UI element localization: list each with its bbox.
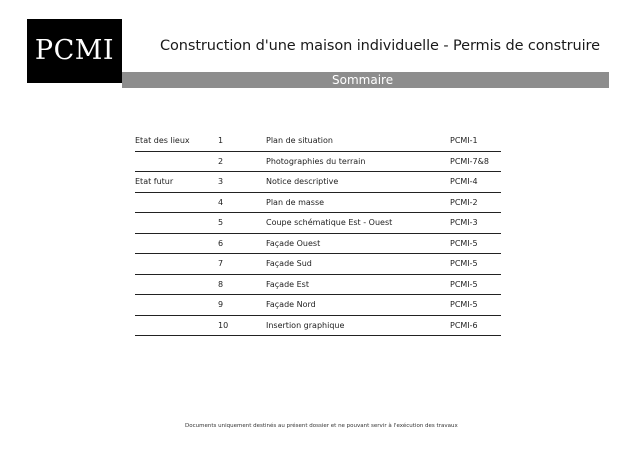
title-cell: Façade Ouest <box>266 233 450 254</box>
title-cell: Façade Sud <box>266 254 450 275</box>
category-cell <box>135 151 218 172</box>
category-cell <box>135 295 218 316</box>
category-cell <box>135 213 218 234</box>
number-cell: 8 <box>218 274 266 295</box>
category-cell <box>135 254 218 275</box>
table-row <box>135 151 501 172</box>
table-row <box>135 295 501 316</box>
number-cell: 4 <box>218 192 266 213</box>
number-cell: 9 <box>218 295 266 316</box>
reference-cell: PCMI-5 <box>450 274 501 295</box>
section-header-bar <box>122 72 609 88</box>
reference-cell: PCMI-2 <box>450 192 501 213</box>
number-cell: 1 <box>218 131 266 151</box>
category-cell: Etat des lieux <box>135 131 218 151</box>
pcmi-logo: PCMI <box>27 19 122 83</box>
document-title: Construction d'une maison individuelle - Permis de construire <box>160 38 600 54</box>
title-cell: Notice descriptive <box>266 172 450 193</box>
title-cell: Plan de masse <box>266 192 450 213</box>
title-cell: Façade Nord <box>266 295 450 316</box>
number-cell: 7 <box>218 254 266 275</box>
title-cell: Façade Est <box>266 274 450 295</box>
reference-cell: PCMI-3 <box>450 213 501 234</box>
number-cell: 2 <box>218 151 266 172</box>
category-cell <box>135 233 218 254</box>
table-row <box>135 254 501 275</box>
title-cell: Plan de situation <box>266 131 450 151</box>
footer-disclaimer: Documents uniquement destinés au présent dossier et ne pouvant servir à l'exécution des travaux <box>185 423 458 429</box>
title-cell: Insertion graphique <box>266 315 450 336</box>
table-of-contents <box>135 131 501 336</box>
number-cell: 5 <box>218 213 266 234</box>
table-row <box>135 213 501 234</box>
title-cell: Coupe schématique Est - Ouest <box>266 213 450 234</box>
reference-cell: PCMI-7&8 <box>450 151 501 172</box>
table-row <box>135 274 501 295</box>
table-row <box>135 315 501 336</box>
number-cell: 10 <box>218 315 266 336</box>
section-title: Sommaire <box>332 73 394 87</box>
title-cell: Photographies du terrain <box>266 151 450 172</box>
category-cell <box>135 315 218 336</box>
reference-cell: PCMI-5 <box>450 254 501 275</box>
number-cell: 6 <box>218 233 266 254</box>
reference-cell: PCMI-6 <box>450 315 501 336</box>
category-cell <box>135 192 218 213</box>
table-row <box>135 233 501 254</box>
table-row <box>135 192 501 213</box>
reference-cell: PCMI-1 <box>450 131 501 151</box>
table-row <box>135 131 501 151</box>
number-cell: 3 <box>218 172 266 193</box>
reference-cell: PCMI-5 <box>450 295 501 316</box>
category-cell: Etat futur <box>135 172 218 193</box>
reference-cell: PCMI-4 <box>450 172 501 193</box>
category-cell <box>135 274 218 295</box>
reference-cell: PCMI-5 <box>450 233 501 254</box>
table-row <box>135 172 501 193</box>
